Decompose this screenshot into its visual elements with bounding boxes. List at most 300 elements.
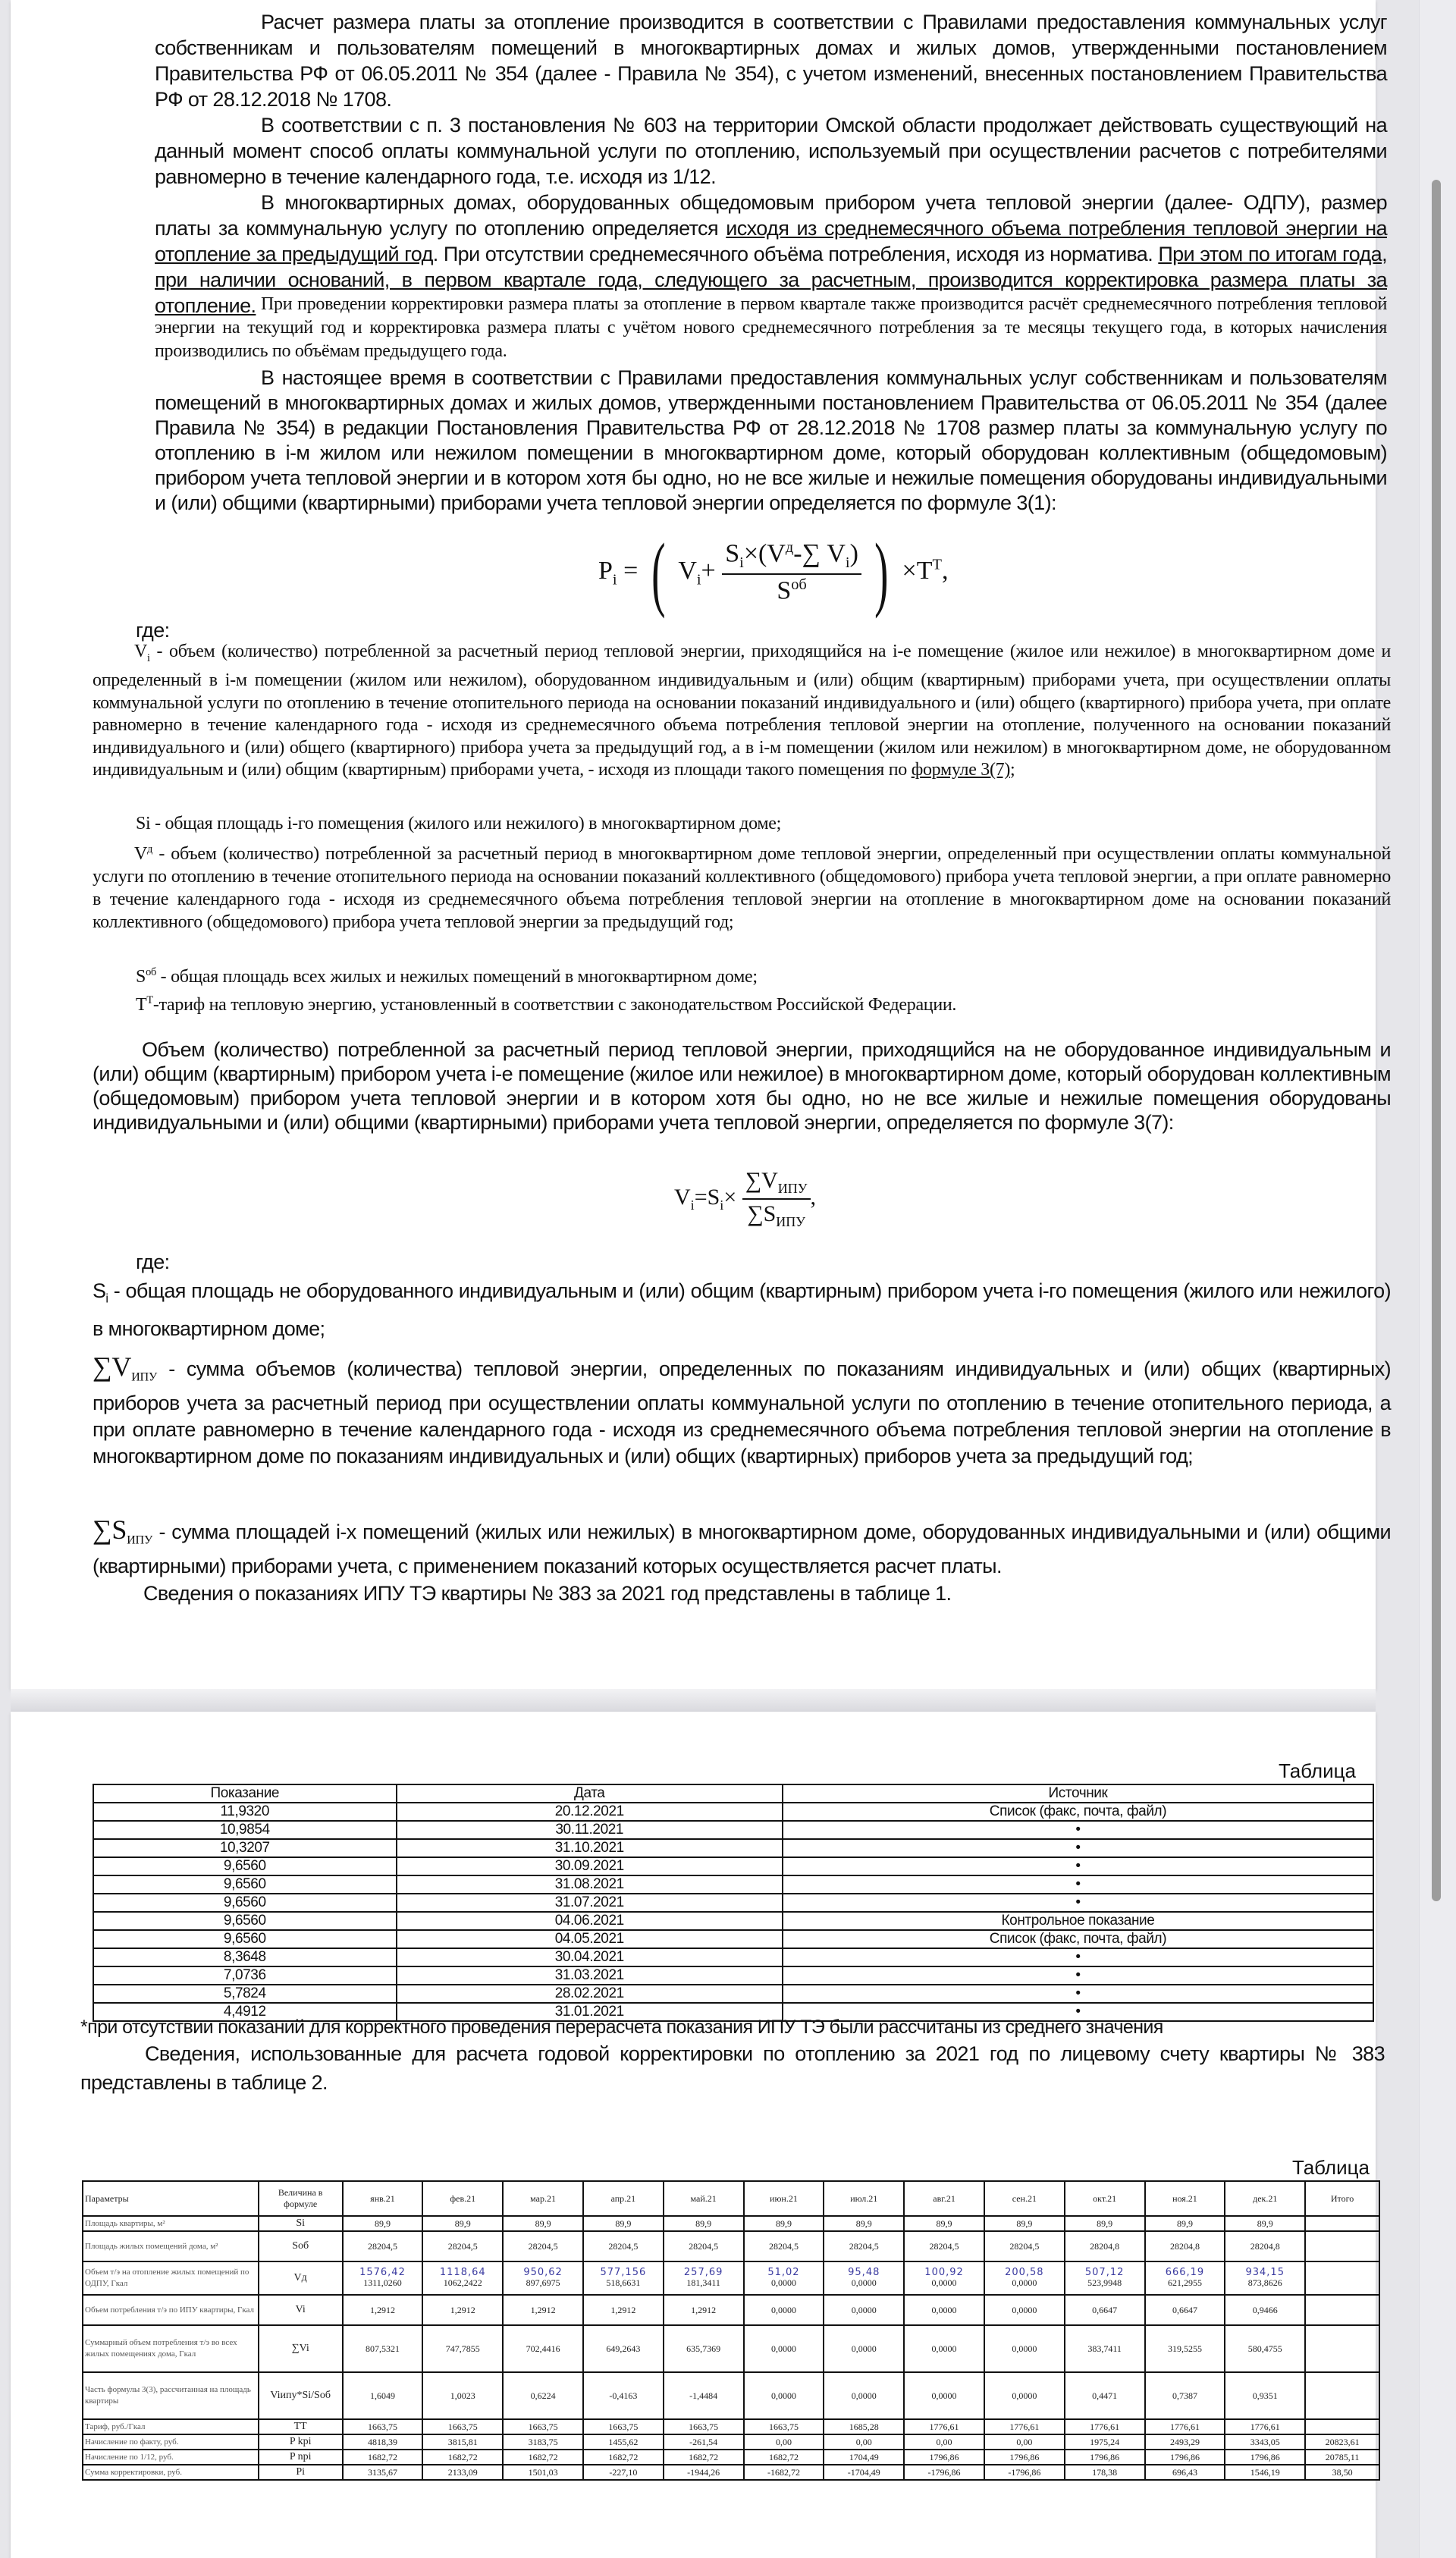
sob-text: - общая площадь всех жилых и нежилых помещений в многоквартирном доме; xyxy=(155,967,758,987)
cell-month-value: 747,7855 xyxy=(422,2325,503,2372)
cell-parameter: Начисление по 1/12, руб. xyxy=(83,2450,259,2465)
cell-month-value: -1682,72 xyxy=(744,2465,824,2480)
printed-value: 621,2955 xyxy=(1167,2277,1202,2288)
header-month: янв.21 xyxy=(343,2181,423,2216)
si2-symbol: S xyxy=(93,1279,106,1302)
header-month: окт.21 xyxy=(1065,2181,1145,2216)
tt-text: -тариф на тепловую энергию, установленный в соответствии с законодательством Российской Федерации. xyxy=(152,995,957,1015)
f2-mid: =S xyxy=(694,1184,720,1210)
cell-month-value: 1,0023 xyxy=(422,2372,503,2419)
table-1-row xyxy=(93,1894,1373,1912)
definition-vi xyxy=(93,641,1391,782)
den-sup: об xyxy=(791,576,807,594)
handwritten-note: 257,69 xyxy=(683,2267,723,2278)
cell-month-value: 1,2912 xyxy=(422,2295,503,2325)
table-2-row xyxy=(83,2450,1379,2465)
vd-text: - объем (количество) потребленной за расчетный период в многоквартирном доме тепловой энергии, определенный при осуществлении оплаты коммунальной услуги по отоплению в течение отопительного периода на основании показаний коллективного (общедомового) прибора учета тепловой энергии, а при оплате равномерно в течение календарного года - исходя из среднемесячного объема потребления тепловой энергии на отопление в многоквартирном доме на основании показаний коллективного (общедомового) прибора учета тепловой энергии за предыдущий год; xyxy=(93,844,1391,932)
printed-value: 0,0000 xyxy=(851,2277,877,2288)
si2-text: - общая площадь не оборудованного индивидуальным и (или) общим (квартирным) прибором учета i-го помещения (жилого или нежилого) в многоквартирном доме; xyxy=(93,1279,1391,1341)
cell-symbol: TT xyxy=(259,2419,343,2434)
cell-date: 31.07.2021 xyxy=(397,1894,783,1912)
cell-month-value: 1546,19 xyxy=(1225,2465,1305,2480)
cell-date: 04.06.2021 xyxy=(397,1912,783,1930)
cell-month-value: 89,9 xyxy=(904,2216,984,2231)
paragraph-volume: Объем (количество) потребленной за расчетный период тепловой энергии, приходящийся на не оборудованное индивидуальным и (или) общим (квартирным) прибором учета i-е помещение (жилое или нежилое) в многоквартирном доме, который оборудован коллективным (общедомовым) прибором учета тепловой энергии и в котором хотя бы одно, но не все жилые и нежилые помещения оборудованы индивидуальными и (или) общими (квартирными) приборами учета тепловой энергии, определяется по формуле 3(7): xyxy=(93,1038,1391,1134)
si2-sub: i xyxy=(105,1292,108,1306)
printed-value: 523,9948 xyxy=(1087,2277,1122,2288)
header-month: фев.21 xyxy=(422,2181,503,2216)
num-s: S xyxy=(725,539,740,568)
cell-month-value: 0,6647 xyxy=(1145,2295,1225,2325)
cell-source: • xyxy=(783,2003,1373,2021)
table-2-label: Таблица xyxy=(1292,2156,1370,2179)
cell-month-value: 0,0000 xyxy=(824,2325,904,2372)
handwritten-note: 1118,64 xyxy=(439,2267,486,2278)
handwritten-note: 1576,42 xyxy=(359,2267,406,2278)
cell-month-value: 319,5255 xyxy=(1145,2325,1225,2372)
cell-source: • xyxy=(783,1894,1373,1912)
cell-month-value: 1796,86 xyxy=(1145,2450,1225,2465)
cell-symbol: Sоб xyxy=(259,2231,343,2261)
cell-month-value: 807,5321 xyxy=(343,2325,423,2372)
cell-month-value: 89,9 xyxy=(583,2216,664,2231)
formula-3-7 xyxy=(674,1168,816,1230)
cell-parameter: Начисление по факту, руб. xyxy=(83,2434,259,2450)
cell-month-value: 28204,5 xyxy=(664,2231,744,2261)
page-separator xyxy=(11,1689,1376,1712)
cell-source: • xyxy=(783,1821,1373,1839)
cell-month-value: 0,00 xyxy=(744,2434,824,2450)
cell-date: 30.11.2021 xyxy=(397,1821,783,1839)
cell-month-value: 28204,8 xyxy=(1225,2231,1305,2261)
sum-s-symbol: ∑S xyxy=(93,1514,127,1545)
num-rest: ×(V xyxy=(743,539,786,568)
cell-month-value: 28204,8 xyxy=(1145,2231,1225,2261)
cell-month-value: 1663,75 xyxy=(583,2419,664,2434)
printed-value: 0,0000 xyxy=(931,2277,957,2288)
cell-reading: 10,9854 xyxy=(93,1821,397,1839)
paragraph-omsk: В соответствии с п. 3 постановления № 603 на территории Омской области продолжает действовать существующий на данный момент способ оплаты коммунальной услуги по отоплению, используемый при осуществлении расчетов с потребителями равномерно в течение календарного года, т.е. исходя из 1/12. xyxy=(155,114,1387,188)
cell-month-value: -0,4163 xyxy=(583,2372,664,2419)
cell-symbol: Vi xyxy=(259,2295,343,2325)
cell-parameter: Площадь жилых помещений дома, м² xyxy=(83,2231,259,2261)
cell-month-value: 1682,72 xyxy=(343,2450,423,2465)
cell-parameter: Площадь квартиры, м² xyxy=(83,2216,259,2231)
cell-symbol: Pi xyxy=(259,2465,343,2480)
cell-month-value: -1796,86 xyxy=(984,2465,1065,2480)
cell-month-value: 2493,29 xyxy=(1145,2434,1225,2450)
table-1-row xyxy=(93,1912,1373,1930)
cell-month-value: 28204,5 xyxy=(343,2231,423,2261)
table-2-row xyxy=(83,2419,1379,2434)
tt-sup: T xyxy=(146,994,153,1006)
cell-month-value: 0,00 xyxy=(904,2434,984,2450)
cell-month-value: 28204,5 xyxy=(824,2231,904,2261)
cell-month-value: 28204,5 xyxy=(904,2231,984,2261)
cell-month-value: 0,0000 xyxy=(984,2295,1065,2325)
header-reading: Показание xyxy=(93,1784,397,1803)
cell-parameter: Тариф, руб./Гкал xyxy=(83,2419,259,2434)
cell-month-value: 0,6647 xyxy=(1065,2295,1145,2325)
header-symbol: Величина в формуле xyxy=(259,2181,343,2216)
cell-reading: 9,6560 xyxy=(93,1894,397,1912)
cell-month-value: 28204,5 xyxy=(744,2231,824,2261)
cell-month-value: 0,0000 xyxy=(904,2325,984,2372)
cell-reading: 9,6560 xyxy=(93,1875,397,1894)
header-parameters: Параметры xyxy=(83,2181,259,2216)
cell-symbol: P kpi xyxy=(259,2434,343,2450)
table-1-row xyxy=(93,1803,1373,1821)
vd-sup: д xyxy=(147,843,153,855)
fraction-denominator xyxy=(777,575,807,605)
definition-si-2 xyxy=(93,1276,1391,1344)
paragraph-table1-intro: Сведения о показаниях ИПУ ТЭ квартиры № 383 за 2021 год представлены в таблице 1. xyxy=(143,1582,952,1605)
odpu-text-b: . При отсутствии среднемесячного объёма потребления, исходя из норматива. xyxy=(432,243,1159,265)
formula-tail: ×T xyxy=(902,556,933,585)
cell-total: 20823,61 xyxy=(1305,2434,1379,2450)
f2-denominator xyxy=(747,1200,805,1230)
cell-month-value: 702,4416 xyxy=(503,2325,583,2372)
table-2-row xyxy=(83,2434,1379,2450)
cell-month-value xyxy=(583,2261,664,2295)
cell-symbol: ∑Vi xyxy=(259,2325,343,2372)
cell-month-value: 0,6224 xyxy=(503,2372,583,2419)
table-2-header xyxy=(83,2181,1379,2216)
cell-month-value: 0,0000 xyxy=(824,2295,904,2325)
printed-value: 1062,2422 xyxy=(443,2277,482,2288)
f2-mid-sub: i xyxy=(720,1197,724,1213)
header-month: мар.21 xyxy=(503,2181,583,2216)
table-1-row xyxy=(93,1930,1373,1948)
cell-month-value: 3183,75 xyxy=(503,2434,583,2450)
sum-s-sub: ИПУ xyxy=(127,1533,153,1547)
definition-vd xyxy=(93,838,1391,934)
odpu-underlined-2: При этом по итогам года, при наличии оснований, в первом квартале года, следующего за расчетным, производится корректировка размера платы за отопление. xyxy=(155,243,1387,317)
cell-reading: 7,0736 xyxy=(93,1966,397,1985)
f2-den-sub: ИПУ xyxy=(776,1214,806,1229)
paren-close: ) xyxy=(874,526,889,619)
cell-month-value: 28204,5 xyxy=(422,2231,503,2261)
definition-tt xyxy=(136,990,1387,1016)
cell-date: 28.02.2021 xyxy=(397,1985,783,2003)
cell-month-value: 1796,86 xyxy=(1225,2450,1305,2465)
cell-month-value: 1663,75 xyxy=(744,2419,824,2434)
cell-month-value: 89,9 xyxy=(824,2216,904,2231)
cell-month-value: 1682,72 xyxy=(583,2450,664,2465)
cell-month-value: -1704,49 xyxy=(824,2465,904,2480)
cell-total xyxy=(1305,2325,1379,2372)
table-1-row xyxy=(93,1875,1373,1894)
formula-3-7-link[interactable]: формуле 3(7) xyxy=(911,760,1011,780)
formula-end: , xyxy=(941,556,949,585)
cell-month-value: 1682,72 xyxy=(664,2450,744,2465)
header-month: авг.21 xyxy=(904,2181,984,2216)
cell-month-value: 649,2643 xyxy=(583,2325,664,2372)
cell-month-value: -1796,86 xyxy=(904,2465,984,2480)
table-2-correction xyxy=(82,2180,1380,2481)
cell-month-value: 0,9466 xyxy=(1225,2295,1305,2325)
cell-total: 38,50 xyxy=(1305,2465,1379,2480)
header-month: дек.21 xyxy=(1225,2181,1305,2216)
f2-end: , xyxy=(810,1184,817,1210)
fraction-numerator xyxy=(722,539,861,575)
formula-tail-sup: T xyxy=(932,556,942,573)
cell-month-value: 696,43 xyxy=(1145,2465,1225,2480)
handwritten-note: 200,58 xyxy=(1005,2267,1044,2278)
handwritten-note: 577,156 xyxy=(600,2267,647,2278)
sum-v-symbol: ∑V xyxy=(93,1351,132,1382)
cell-month-value: 1796,86 xyxy=(904,2450,984,2465)
cell-month-value: 178,38 xyxy=(1065,2465,1145,2480)
cell-month-value: 2133,09 xyxy=(422,2465,503,2480)
cell-symbol: P npi xyxy=(259,2450,343,2465)
printed-value: 1311,0260 xyxy=(363,2277,402,2288)
vi-symbol: V xyxy=(134,642,148,661)
cell-month-value: 1796,86 xyxy=(1065,2450,1145,2465)
header-month: ноя.21 xyxy=(1145,2181,1225,2216)
cell-date: 31.03.2021 xyxy=(397,1966,783,1985)
formula-3-1 xyxy=(598,526,949,619)
cell-source: • xyxy=(783,1966,1373,1985)
cell-month-value: 3343,05 xyxy=(1225,2434,1305,2450)
cell-month-value: 0,0000 xyxy=(904,2295,984,2325)
printed-value: 181,3411 xyxy=(686,2277,720,2288)
cell-source: • xyxy=(783,1875,1373,1894)
cell-month-value: 0,0000 xyxy=(904,2372,984,2419)
cell-source: Контрольное показание xyxy=(783,1912,1373,1930)
cell-month-value: 0,4471 xyxy=(1065,2372,1145,2419)
cell-month-value: 383,7411 xyxy=(1065,2325,1145,2372)
cell-month-value: 1,6049 xyxy=(343,2372,423,2419)
f2-lhs-sub: i xyxy=(690,1197,695,1213)
f2-numerator xyxy=(742,1168,811,1200)
cell-total xyxy=(1305,2419,1379,2434)
cell-month-value: -227,10 xyxy=(583,2465,664,2480)
paragraph-correction: При проведении корректировки размера платы за отопление в первом квартале также производится расчёт среднемесячного потребления тепловой энергии на текущий год и корректировка размера платы с учётом нового среднемесячного потребления за те месяцы текущего года, в которых начисления производились по объёмам предыдущего года. xyxy=(155,294,1387,361)
cell-month-value xyxy=(1145,2261,1225,2295)
sum-s-text: - сумма площадей i-х помещений (жилых или нежилых) в многоквартирном доме, оборудованных индивидуальными и (или) общими (квартирными) приборами учета, с применением показаний которых осуществляется расчет платы. xyxy=(93,1521,1391,1578)
formula-lhs: P xyxy=(598,556,613,585)
cell-month-value: 0,0000 xyxy=(824,2372,904,2419)
f2-num: ∑V xyxy=(745,1168,778,1193)
table-1-readings xyxy=(93,1784,1374,2022)
cell-date: 30.09.2021 xyxy=(397,1857,783,1875)
printed-value: 897,6975 xyxy=(526,2277,560,2288)
table-1-row xyxy=(93,1948,1373,1966)
odpu-text-a: В многоквартирных домах, оборудованных общедомовым прибором учета тепловой энергии (далее- ОДПУ), размер платы за коммунальную услугу по отоплению определяется xyxy=(155,191,1387,240)
f2-den: ∑S xyxy=(747,1201,777,1226)
cell-month-value: 1,2912 xyxy=(583,2295,664,2325)
paren-open: ( xyxy=(651,526,666,619)
num-rest2: -∑ V xyxy=(793,539,846,568)
vi-text: - объем (количество) потребленной за расчетный период тепловой энергии, приходящийся на i-е помещение (жилое или нежилое) в многоквартирном доме и определенный в i-м помещении (жилом или нежилом), оборудованном индивидуальным и (или) общим (квартирным) приборами учета, при осуществлении оплаты коммунальной услуги по отоплению в течение отопительного периода на основании показаний индивидуального и (или) общего (квартирного) прибора учета, при оплате равномерно в течение календарного года - исходя из среднемесячного объема потребления тепловой энергии на отопление, полученного на основании показаний индивидуального и (или) общего (квартирного) прибора учета за предыдущий год, а в i-м помещении (жилом или нежилом) в многоквартирном доме, не оборудованном индивидуальным и (или) общим (квартирным) приборами учета, - исходя из площади такого помещения по xyxy=(93,642,1391,780)
cell-parameter: Часть формулы 3(3), рассчитанная на площадь квартиры xyxy=(83,2372,259,2419)
table-2-row xyxy=(83,2231,1379,2261)
cell-source: • xyxy=(783,1839,1373,1857)
cell-month-value: 89,9 xyxy=(1065,2216,1145,2231)
cell-reading: 9,6560 xyxy=(93,1912,397,1930)
formula-v-sub: i xyxy=(696,571,701,588)
table-1-row xyxy=(93,1857,1373,1875)
cell-date: 30.04.2021 xyxy=(397,1948,783,1966)
where-label-2: где: xyxy=(136,1251,170,1273)
where-label: где: xyxy=(136,619,170,642)
num-close: ) xyxy=(849,539,858,568)
sum-v-text: - сумма объемов (количества) тепловой энергии, определенных по показаниям индивидуальных и (или) общих (квартирных) приборов учета за расчетный период при осуществлении оплаты коммунальной услуги по отоплению в течение отопительного периода, а при оплате равномерно в течение календарного года - исходя из среднемесячного объема потребления тепловой энергии на отопление в многоквартирном доме по показаниям индивидуальных и (или) общих (квартирных) приборов учета за предыдущий год; xyxy=(93,1357,1391,1468)
cell-month-value: 28204,8 xyxy=(1065,2231,1145,2261)
table-1-header xyxy=(93,1784,1373,1803)
cell-month-value: 0,0000 xyxy=(984,2372,1065,2419)
formula-v: V xyxy=(678,556,697,585)
cell-month-value xyxy=(904,2261,984,2295)
vd-symbol: V xyxy=(134,844,148,864)
cell-month-value: 89,9 xyxy=(503,2216,583,2231)
cell-month-value: 1796,86 xyxy=(984,2450,1065,2465)
cell-month-value: 0,00 xyxy=(824,2434,904,2450)
num-s-sub: i xyxy=(739,554,744,572)
cell-month-value: 0,0000 xyxy=(744,2372,824,2419)
cell-total xyxy=(1305,2295,1379,2325)
definition-sob xyxy=(136,962,1387,988)
cell-parameter: Объем т/э на отопление жилых помещений по ОДПУ, Гкал xyxy=(83,2261,259,2295)
sob-symbol: S xyxy=(136,967,146,987)
table-2-row xyxy=(83,2261,1379,2295)
cell-reading: 9,6560 xyxy=(93,1857,397,1875)
scrollbar-thumb[interactable] xyxy=(1432,180,1441,1901)
cell-month-value: 1663,75 xyxy=(343,2419,423,2434)
footnote: *при отсутствии показаний для корректного проведения перерасчета показания ИПУ ТЭ были рассчитаны из среднего значения xyxy=(80,2017,1163,2038)
cell-month-value: 580,4755 xyxy=(1225,2325,1305,2372)
cell-month-value: 1663,75 xyxy=(664,2419,744,2434)
cell-month-value xyxy=(984,2261,1065,2295)
num-sub2: i xyxy=(845,554,850,572)
header-month: Итого xyxy=(1305,2181,1379,2216)
cell-month-value: 28204,5 xyxy=(583,2231,664,2261)
paragraph-rules: Расчет размера платы за отопление производится в соответствии с Правилами предоставления коммунальных услуг собственникам и пользователям помещений в многоквартирных домах и жилых домов, утвержденными постановлением Правительства РФ от 06.05.2011 № 354 (далее - Правила № 354), с учетом изменений, внесенных постановлением Правительства РФ от 28.12.2018 № 1708. xyxy=(155,11,1387,111)
cell-month-value: -261,54 xyxy=(664,2434,744,2450)
cell-month-value: 4818,39 xyxy=(343,2434,423,2450)
table-2-row xyxy=(83,2465,1379,2480)
header-source: Источник xyxy=(783,1784,1373,1803)
page-1 xyxy=(11,0,1391,1689)
cell-total xyxy=(1305,2372,1379,2419)
table-2-row xyxy=(83,2295,1379,2325)
cell-month-value: 1704,49 xyxy=(824,2450,904,2465)
cell-source: • xyxy=(783,1985,1373,2003)
cell-total xyxy=(1305,2216,1379,2231)
odpu-underlined-1: исходя из среднемесячного объема потребления тепловой энергии на отопление за предыдущий год xyxy=(155,217,1387,265)
cell-date: 20.12.2021 xyxy=(397,1803,783,1821)
cell-month-value: 0,7387 xyxy=(1145,2372,1225,2419)
cell-month-value: 1685,28 xyxy=(824,2419,904,2434)
handwritten-note: 100,92 xyxy=(924,2267,964,2278)
formula-plus: + xyxy=(701,556,716,585)
cell-reading: 9,6560 xyxy=(93,1930,397,1948)
cell-month-value: 1663,75 xyxy=(503,2419,583,2434)
cell-total xyxy=(1305,2231,1379,2261)
cell-month-value xyxy=(824,2261,904,2295)
cell-month-value: 1,2912 xyxy=(664,2295,744,2325)
cell-month-value: 0,0000 xyxy=(744,2325,824,2372)
page-2 xyxy=(11,1712,1385,2558)
cell-month-value: 0,0000 xyxy=(744,2295,824,2325)
formula-eq: = xyxy=(623,556,639,585)
printed-value: 0,0000 xyxy=(1012,2277,1037,2288)
cell-month-value: 89,9 xyxy=(984,2216,1065,2231)
handwritten-note: 51,02 xyxy=(767,2267,800,2278)
vi-sub: i xyxy=(147,651,150,664)
header-month: май.21 xyxy=(664,2181,744,2216)
num-sup: д xyxy=(785,539,794,557)
cell-month-value: 0,9351 xyxy=(1225,2372,1305,2419)
header-month: июл.21 xyxy=(824,2181,904,2216)
cell-month-value: 89,9 xyxy=(422,2216,503,2231)
header-date: Дата xyxy=(397,1784,783,1803)
cell-parameter: Объем потребления т/э по ИПУ квартиры, Гкал xyxy=(83,2295,259,2325)
cell-month-value xyxy=(664,2261,744,2295)
cell-reading: 8,3648 xyxy=(93,1948,397,1966)
table-1-row xyxy=(93,1839,1373,1857)
cell-month-value xyxy=(422,2261,503,2295)
cell-date: 31.08.2021 xyxy=(397,1875,783,1894)
table-1-row xyxy=(93,1985,1373,2003)
handwritten-note: 950,62 xyxy=(523,2267,563,2278)
header-month: июн.21 xyxy=(744,2181,824,2216)
cell-source: • xyxy=(783,1948,1373,1966)
cell-month-value xyxy=(503,2261,583,2295)
cell-reading: 11,9320 xyxy=(93,1803,397,1821)
f2-times: × xyxy=(723,1184,737,1210)
vertical-scrollbar[interactable] xyxy=(1419,0,1456,2558)
cell-month-value: 1663,75 xyxy=(422,2419,503,2434)
cell-month-value: -1,4484 xyxy=(664,2372,744,2419)
header-month: сен.21 xyxy=(984,2181,1065,2216)
cell-month-value: 1776,61 xyxy=(904,2419,984,2434)
cell-month-value: 3815,81 xyxy=(422,2434,503,2450)
cell-source: • xyxy=(783,1857,1373,1875)
header-month: апр.21 xyxy=(583,2181,664,2216)
cell-date: 31.10.2021 xyxy=(397,1839,783,1857)
cell-source: Список (факс, почта, файл) xyxy=(783,1930,1373,1948)
table-2-row xyxy=(83,2325,1379,2372)
table-2-row xyxy=(83,2372,1379,2419)
cell-symbol: Si xyxy=(259,2216,343,2231)
formula-fraction xyxy=(722,539,861,605)
cell-month-value: 1776,61 xyxy=(1065,2419,1145,2434)
handwritten-note: 666,19 xyxy=(1165,2267,1205,2278)
cell-total: 20785,11 xyxy=(1305,2450,1379,2465)
cell-month-value: 1501,03 xyxy=(503,2465,583,2480)
tt-symbol: T xyxy=(136,995,147,1015)
cell-date: 31.01.2021 xyxy=(397,2003,783,2021)
cell-month-value: 1682,72 xyxy=(503,2450,583,2465)
f2-fraction xyxy=(742,1168,811,1230)
cell-month-value: 0,0000 xyxy=(984,2325,1065,2372)
cell-month-value: 89,9 xyxy=(744,2216,824,2231)
cell-month-value: 89,9 xyxy=(664,2216,744,2231)
cell-month-value: 1,2912 xyxy=(503,2295,583,2325)
table-2-row xyxy=(83,2216,1379,2231)
cell-reading: 5,7824 xyxy=(93,1985,397,2003)
f2-num-sub: ИПУ xyxy=(777,1181,808,1196)
cell-month-value xyxy=(744,2261,824,2295)
printed-value: 518,6631 xyxy=(606,2277,641,2288)
cell-month-value: -1944,26 xyxy=(664,2465,744,2480)
sum-v-sub: ИПУ xyxy=(131,1370,158,1384)
cell-month-value: 635,7369 xyxy=(664,2325,744,2372)
cell-total xyxy=(1305,2261,1379,2295)
table-1-row xyxy=(93,1821,1373,1839)
